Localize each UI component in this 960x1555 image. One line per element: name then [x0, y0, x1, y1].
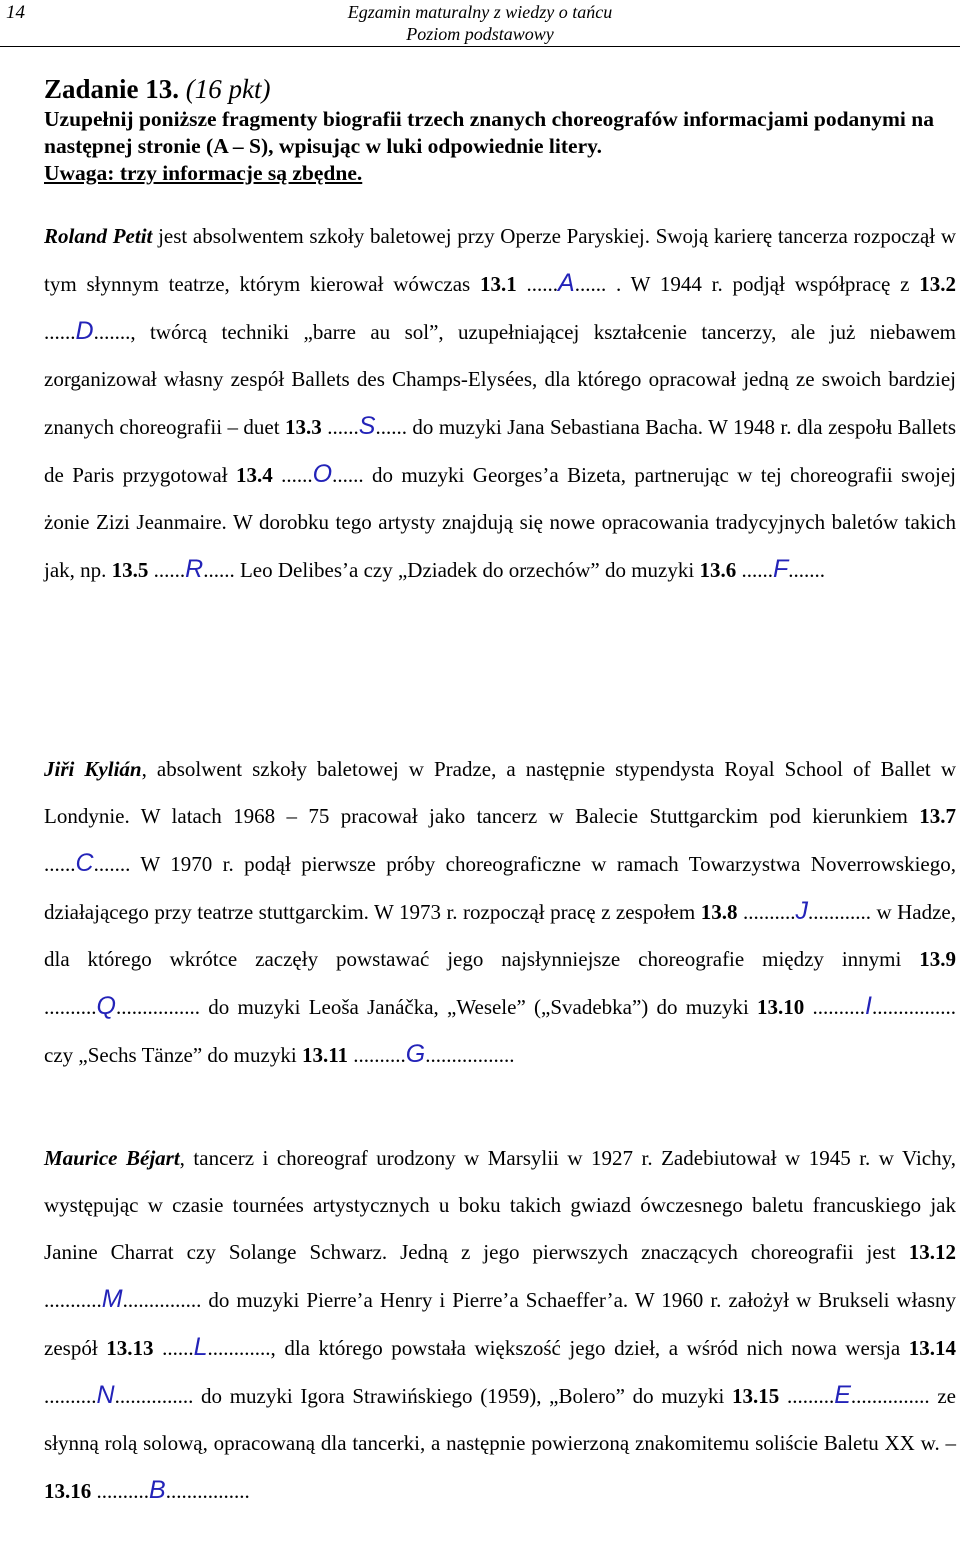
answer-letter[interactable]: L: [193, 1333, 208, 1361]
gap-dots: ..........: [44, 995, 97, 1019]
gap-dots: ..........: [91, 1479, 149, 1503]
task-heading: [44, 72, 956, 186]
gap-dots: ...........: [44, 1288, 102, 1312]
gap-number: 13.11: [301, 1043, 349, 1067]
gap-number: 13.6: [699, 558, 737, 582]
answer-letter[interactable]: Q: [96, 992, 116, 1020]
task-instruction: Uzupełnij poniższe fragmenty biografii trzech znanych choreografów informacjami podanymi na następnej stronie (A – S), wpisując w luki odpowiednie litery.: [44, 107, 934, 158]
gap-number: 13.5: [111, 558, 149, 582]
gap-number: 13.7: [919, 804, 956, 828]
gap-dots: ............: [807, 900, 871, 924]
task-number: Zadanie 13.: [44, 74, 180, 104]
gap-number: 13.10: [757, 995, 805, 1019]
gap-dots: ......: [788, 558, 820, 582]
task-points: (16 pkt): [185, 74, 271, 104]
answer-letter[interactable]: M: [101, 1285, 123, 1313]
gap-number: 13.15: [732, 1384, 780, 1408]
gap-dots: ...............: [122, 1288, 202, 1312]
gap-dots: ...............: [114, 1384, 194, 1408]
gap-dots: ......: [375, 415, 407, 439]
gap-dots: ................: [115, 995, 200, 1019]
text: ., twórcą techniki „barre au sol”, uzupełniającej kształcenie tancerzy, ale już niebawem zorganizował własny zespół Ballets des Champs-Elysées, dla którego opracował jedną ze swoich bardziej znanych choreografii – duet: [44, 320, 956, 439]
gap-number: 13.1: [479, 272, 517, 296]
gap-number: 13.14: [908, 1336, 957, 1360]
gap-dots: ......: [332, 463, 364, 487]
choreographer-name: Maurice Béjart: [44, 1146, 180, 1170]
choreographer-name: Roland Petit: [44, 224, 153, 248]
answer-letter[interactable]: C: [75, 849, 94, 877]
gap-dots: ......: [153, 1336, 194, 1360]
gap-dots: ..........: [804, 995, 866, 1019]
gap-dots: ............: [207, 1336, 271, 1360]
gap-dots: ...............: [850, 1384, 930, 1408]
gap-number: 13.3: [285, 415, 322, 439]
exam-title: Egzamin maturalny z wiedzy o tańcu: [347, 2, 613, 22]
page-header: [0, 0, 960, 47]
task-warning: Uwaga: trzy informacje są zbędne.: [44, 161, 363, 185]
gap-dots: ......: [272, 463, 313, 487]
text: do muzyki Jana Sebastiana Bacha. W 1948 r. dla zespołu Ballets de Paris przygotował: [44, 415, 957, 487]
text: .: [509, 1043, 515, 1067]
answer-letter[interactable]: O: [312, 460, 333, 488]
answer-letter[interactable]: G: [405, 1040, 426, 1068]
page-number: 14: [6, 2, 25, 23]
choreographer-name: Jiři Kylián: [44, 757, 142, 781]
gap-dots: ......: [148, 558, 186, 582]
text: do muzyki Georges’a Bizeta, partnerując w tej choreografii swojej żonie Zizi Jeanmaire. W dorobku tego artysty znajdują się nowe opracowania tradycyjnych baletów takich jak, np.: [44, 463, 956, 582]
answer-letter[interactable]: B: [149, 1476, 166, 1504]
gap-dots: ................: [872, 995, 956, 1019]
gap-number: 13.13: [106, 1336, 154, 1360]
text: ze słynną rolą solową, opracowaną dla tancerki, a następnie powierzoną znakomitemu soliście Baletu XX w. –: [44, 1384, 956, 1455]
text: , dla którego powstała większość jego dzieł, a wśród nich nowa wersja: [270, 1336, 909, 1360]
gap-dots: ......: [736, 558, 773, 582]
answer-letter[interactable]: J: [795, 897, 808, 925]
gap-dots: ..........: [737, 900, 796, 924]
text: do muzyki Leoša Janáčka, „Wesele” („Svadebka”) do muzyki: [199, 995, 758, 1019]
task-title: [44, 72, 956, 106]
bejart-paragraph: [44, 1135, 956, 1515]
gap-dots: ......: [93, 320, 126, 344]
text: .: [244, 1479, 250, 1503]
text: . W 1970 r. podął pierwsze próby choreograficzne w ramach Towarzystwa Noverrowskiego, działającego przy teatrze stuttgarckim. W 1973 r. rozpoczął pracę z zespołem: [44, 852, 956, 924]
text: Leo Delibes’a czy „Dziadek do orzechów” do muzyki: [234, 558, 700, 582]
gap-dots: ................: [425, 1043, 510, 1067]
gap-number: 13.9: [919, 947, 956, 971]
text: jest absolwentem szkoły baletowej przy Operze Paryskiej. Swoją karierę tancerza rozpoczął w tym słynnym teatrze, którym kierował wówczas: [44, 224, 956, 296]
text: czy „Sechs Tänze” do muzyki: [44, 1043, 302, 1067]
gap-dots: ......: [203, 558, 235, 582]
kylian-paragraph: [44, 746, 956, 1079]
text: . W 1944 r. podjął współpracę z: [615, 272, 920, 296]
gap-dots: ......: [93, 852, 126, 876]
answer-letter[interactable]: S: [358, 412, 376, 440]
answer-letter[interactable]: E: [834, 1381, 851, 1409]
gap-dots: ......: [44, 320, 76, 344]
answer-letter[interactable]: F: [772, 555, 789, 583]
exam-level: Poziom podstawowy: [406, 24, 554, 44]
text: w Hadze, dla którego wkrótce zaczęły powstawać jego najsłynniejsze choreografie między innymi: [44, 900, 957, 971]
petit-paragraph: [44, 213, 956, 594]
gap-dots: ...............: [165, 1479, 245, 1503]
gap-dots: ......: [321, 415, 359, 439]
text: do muzyki Pierre’a Henry i Pierre’a Schaeffer’a. W 1960 r. założył w Brukseli własny zespół: [44, 1288, 956, 1360]
answer-letter[interactable]: A: [558, 269, 575, 297]
gap-number: 13.2: [919, 272, 956, 296]
answer-letter[interactable]: N: [96, 1381, 115, 1409]
text: , absolwent szkoły baletowej w Pradze, a następnie stypendysta Royal School of Ballet w Londynie. W latach 1968 – 75 pracował jako tancerz w Balecie Stuttgarckim pod kierunkiem: [44, 757, 956, 828]
text: do muzyki Igora Strawińskiego (1959), „Bolero” do muzyki: [193, 1384, 733, 1408]
gap-dots: ......: [574, 272, 616, 296]
answer-letter[interactable]: R: [185, 555, 204, 583]
gap-number: 13.4: [235, 463, 273, 487]
text: .: [819, 558, 825, 582]
gap-number: 13.16: [44, 1479, 92, 1503]
gap-number: 13.12: [908, 1240, 956, 1264]
gap-dots: ......: [44, 852, 76, 876]
gap-dots: ..........: [348, 1043, 406, 1067]
text: , tancerz i choreograf urodzony w Marsylii w 1927 r. Zadebiutował w 1945 r. w Vichy, występując w czasie tournées artystycznych u boku takich gwiazd ówczesnego baletu francuskiego jak Janine Charrat czy Solange Schwarz. Jedną z jego pierwszych znaczących choreografii jest: [44, 1146, 956, 1264]
gap-number: 13.8: [700, 900, 738, 924]
gap-dots: ..........: [44, 1384, 97, 1408]
answer-letter[interactable]: I: [865, 992, 872, 1020]
gap-dots: ......: [516, 272, 558, 296]
answer-letter[interactable]: D: [75, 317, 94, 345]
gap-dots: .........: [779, 1384, 835, 1408]
